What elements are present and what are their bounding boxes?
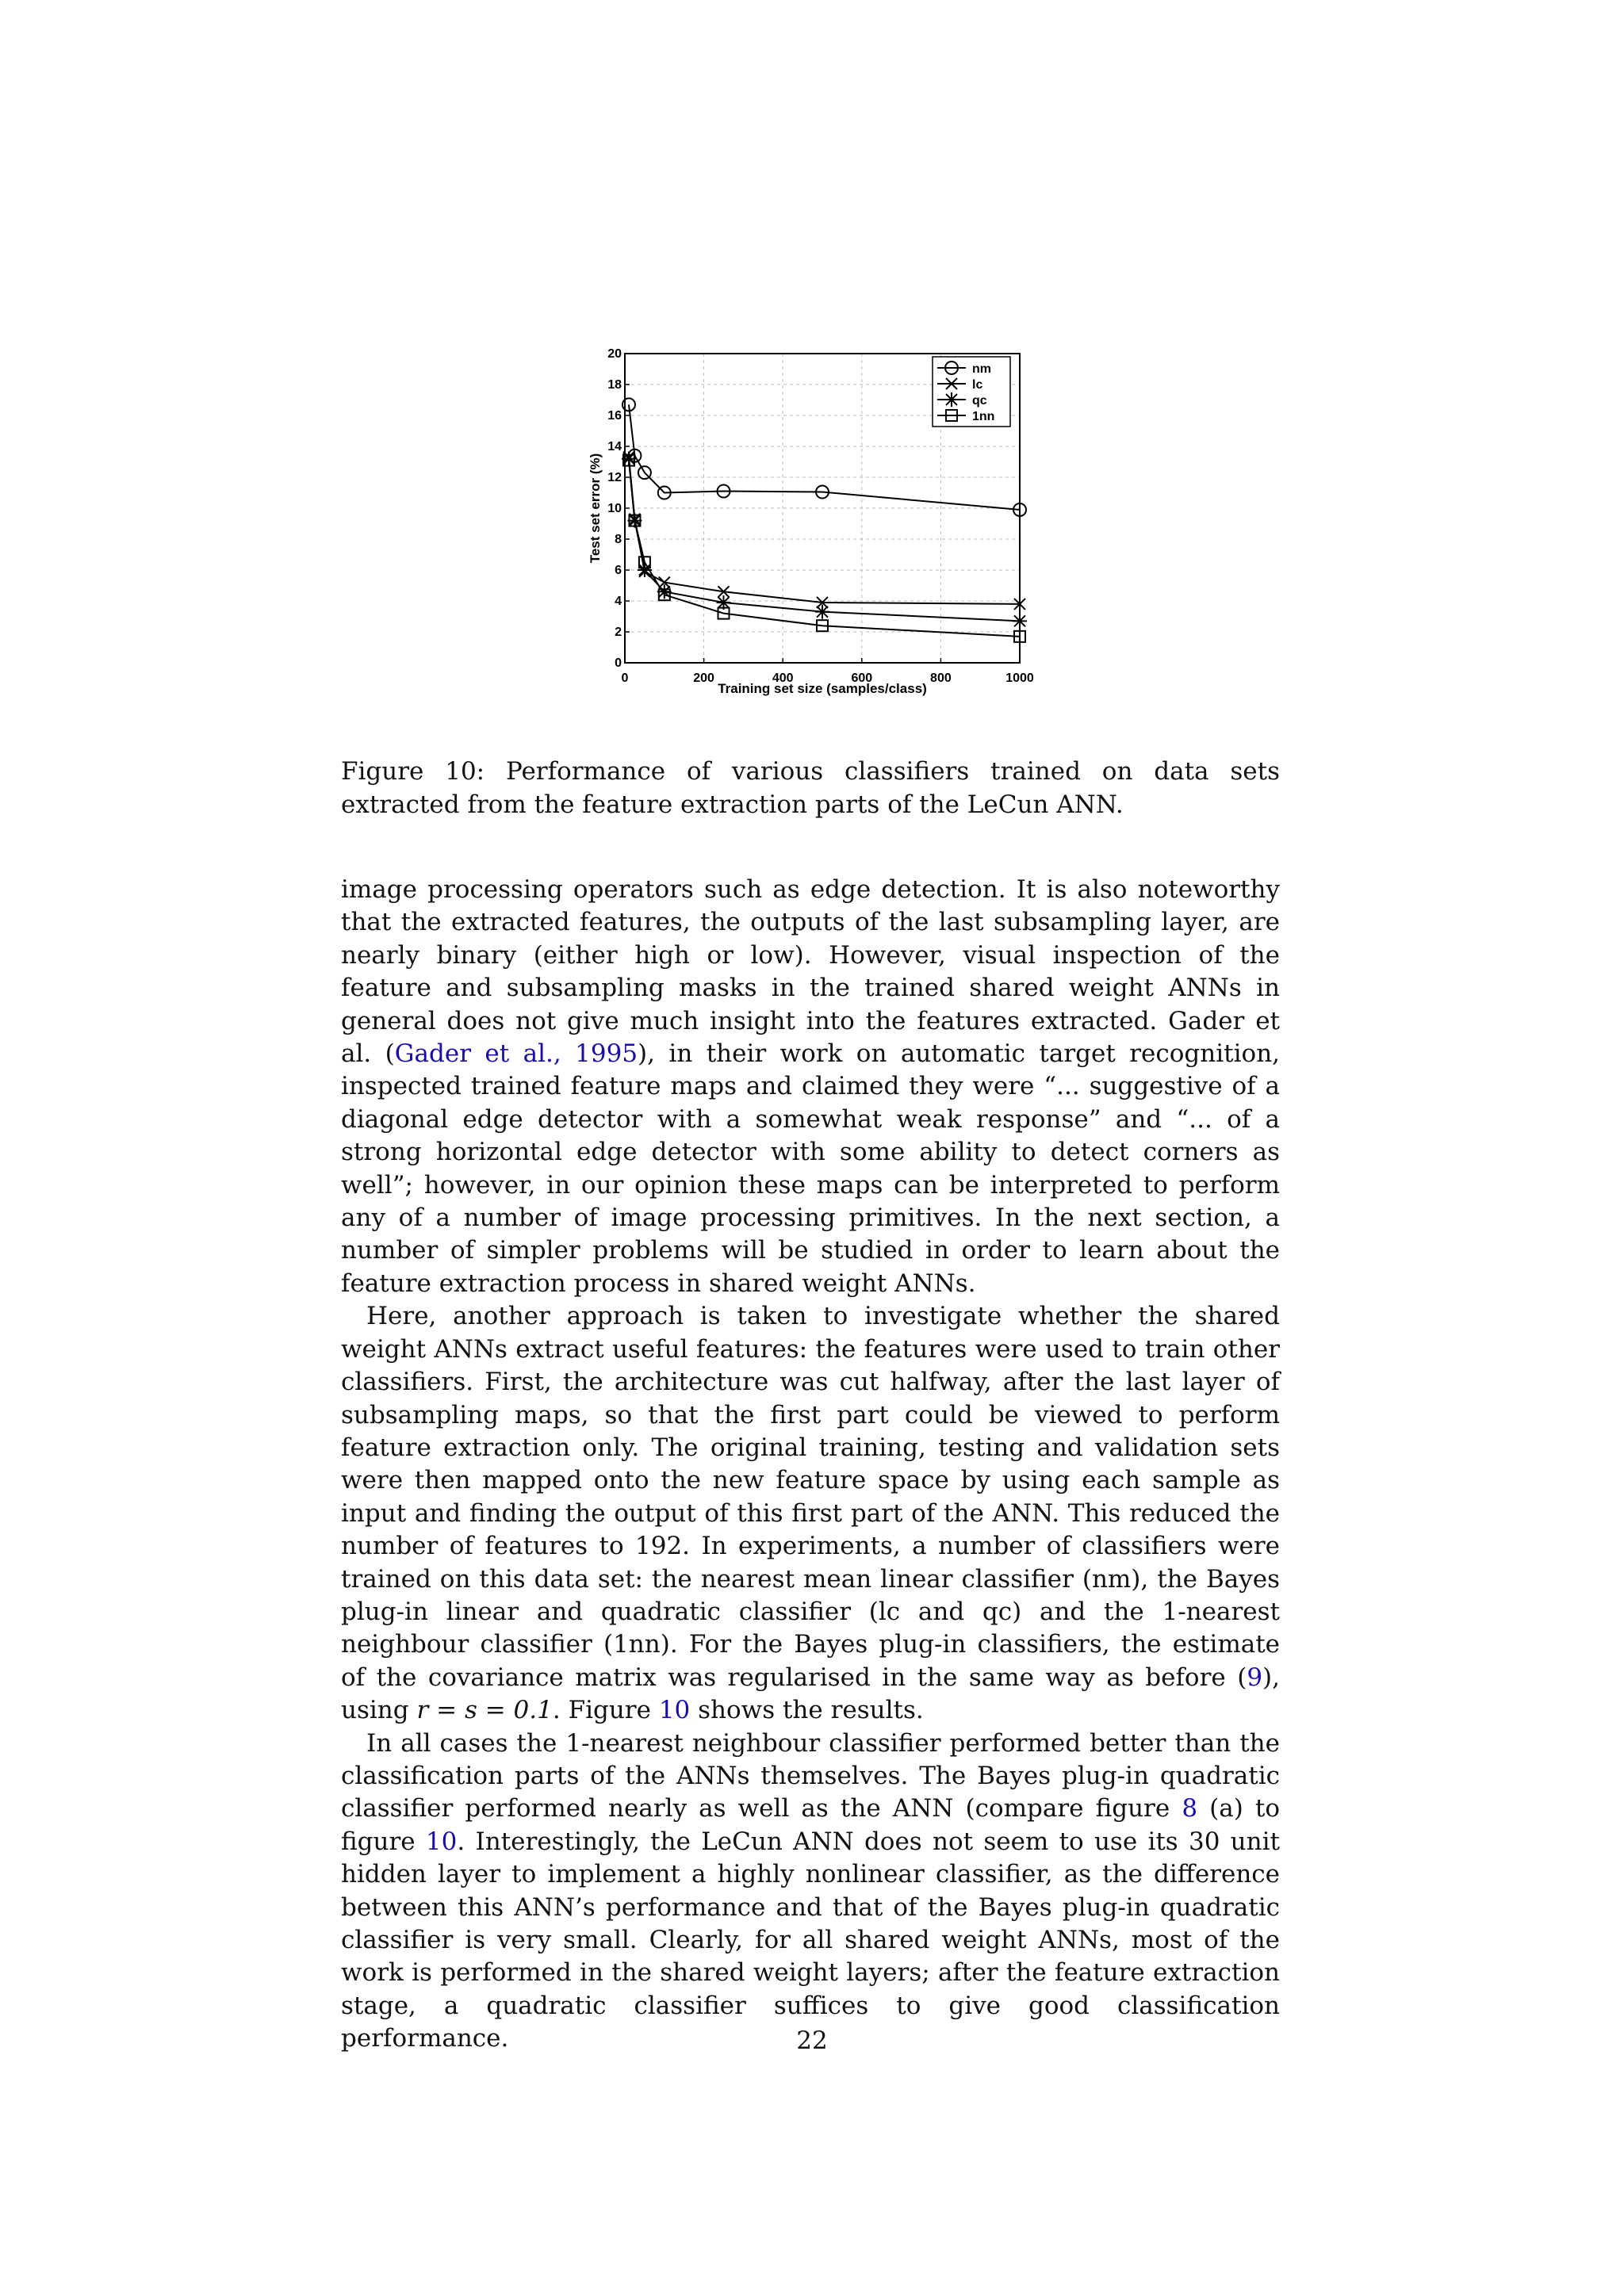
text-run: shows the results.	[690, 1696, 924, 1725]
y-tick-label: 16	[607, 409, 622, 423]
legend-label: nm	[972, 362, 991, 376]
text-run: ), in their work on automatic target recognition, inspected trained feature maps and claimed they were “... suggestive of a diagonal edge detector with a somewhat weak response” and “... of a strong horizontal edge detector with some ability to detect corners as well”; however, in our opinion these maps can be interpreted to perform any of a number of image processing primitives. In the next section, a number of simpler problems will be studied in order to learn about the feature extraction process in shared weight ANNs.	[341, 1039, 1281, 1298]
y-tick-label: 14	[607, 440, 622, 453]
x-tick-label: 800	[930, 672, 952, 685]
y-tick-label: 12	[607, 471, 622, 484]
text-run: In all cases the 1-nearest neighbour classifier performed better than the classification parts of the ANNs themselves. The Bayes plug-in quadratic classifier performed nearly as well as the ANN (compare figure	[341, 1728, 1280, 1823]
text-run: (a) to figure	[341, 1794, 1281, 1856]
math-expression: r = s = 0.1	[416, 1696, 553, 1725]
y-tick-label: 18	[607, 378, 622, 392]
y-tick-label: 8	[615, 533, 622, 546]
y-tick-label: 4	[615, 595, 622, 608]
legend-marker	[944, 392, 959, 407]
text-run: . Figure	[552, 1696, 659, 1725]
x-tick-label: 400	[772, 672, 794, 685]
data-point-qc	[815, 605, 829, 619]
chart-legend	[933, 357, 1010, 427]
y-axis-label: Test set error (%)	[588, 453, 603, 564]
text-run: image processing operators such as edge detection. It is also noteworthy that the extracted features, the outputs of the last subsampling layer, are nearly binary (either high or low). However, visual inspection of the feature and subsampling masks in the trained shared weight ANNs in general does not give much insight into the features extracted. Gader et al. (	[341, 875, 1280, 1069]
text-run: . Interestingly, the LeCun ANN does not seem to use its 30 unit hidden layer to implement a highly nonlinear classifier, as the difference between this ANN’s performance and that of the Bayes plug-in quadratic classifier is very small. Clearly, for all shared weight ANNs, most of the work is performed in the shared weight layers; after the feature extraction stage, a quadratic classifier suffices to give good classification performance.	[341, 1827, 1280, 2053]
x-axis-label: Training set size (samples/class)	[718, 681, 927, 696]
citation-link[interactable]: Gader et al., 1995	[394, 1039, 638, 1069]
y-tick-label: 10	[607, 502, 622, 515]
y-tick-label: 20	[607, 347, 622, 361]
series-qc	[622, 452, 1027, 629]
series-line-lc	[629, 457, 1020, 604]
figure-link[interactable]: 10	[425, 1827, 458, 1856]
series-lc	[623, 452, 1025, 610]
figure-link[interactable]: 10	[658, 1696, 691, 1725]
legend-label: 1nn	[972, 410, 995, 423]
chart-series	[622, 398, 1027, 641]
paragraph-1	[341, 874, 1280, 1300]
legend-label: lc	[972, 378, 983, 392]
text-run: Here, another approach is taken to investigate whether the shared weight ANNs extract useful features: the features were used to train other classifiers. First, the architecture was cut halfway, after the last layer of subsampling maps, so that the first part could be viewed to perform feature extraction only. The original training, testing and validation sets were then mapped onto the new feature space by using each sample as input and finding the output of this first part of the ANN. This reduced the number of features to 192. In experiments, a number of classifiers were trained on this data set: the nearest mean linear classifier (nm), the Bayes plug-in linear and quadratic classifier (lc and qc) and the 1-nearest neighbour classifier (1nn). For the Bayes plug-in classifiers, the estimate of the covariance matrix was regularised in the same way as before (	[341, 1302, 1280, 1692]
data-point-qc	[1013, 614, 1027, 628]
series-line-qc	[629, 459, 1020, 622]
figure-link[interactable]: 8	[1182, 1794, 1198, 1823]
y-tick-label: 0	[615, 656, 622, 670]
figure-caption: Figure 10: Performance of various classifiers trained on data sets extracted from the feature extraction parts of the LeCun ANN.	[341, 757, 1280, 819]
paragraph-2	[341, 1300, 1280, 1727]
x-tick-label: 200	[693, 672, 714, 685]
y-tick-label: 2	[615, 626, 622, 639]
equation-link[interactable]: 9	[1247, 1663, 1263, 1692]
y-tick-label: 6	[615, 564, 622, 577]
paragraph-3	[341, 1728, 1280, 2056]
x-tick-label: 0	[621, 672, 629, 685]
page-number: 22	[796, 2026, 828, 2055]
body-text	[341, 874, 1280, 2056]
legend-label: qc	[972, 394, 987, 408]
x-tick-label: 600	[851, 672, 873, 685]
x-tick-label: 1000	[1005, 672, 1034, 685]
text-run: ), using	[341, 1663, 1280, 1725]
classifier-error-chart	[576, 339, 1051, 704]
